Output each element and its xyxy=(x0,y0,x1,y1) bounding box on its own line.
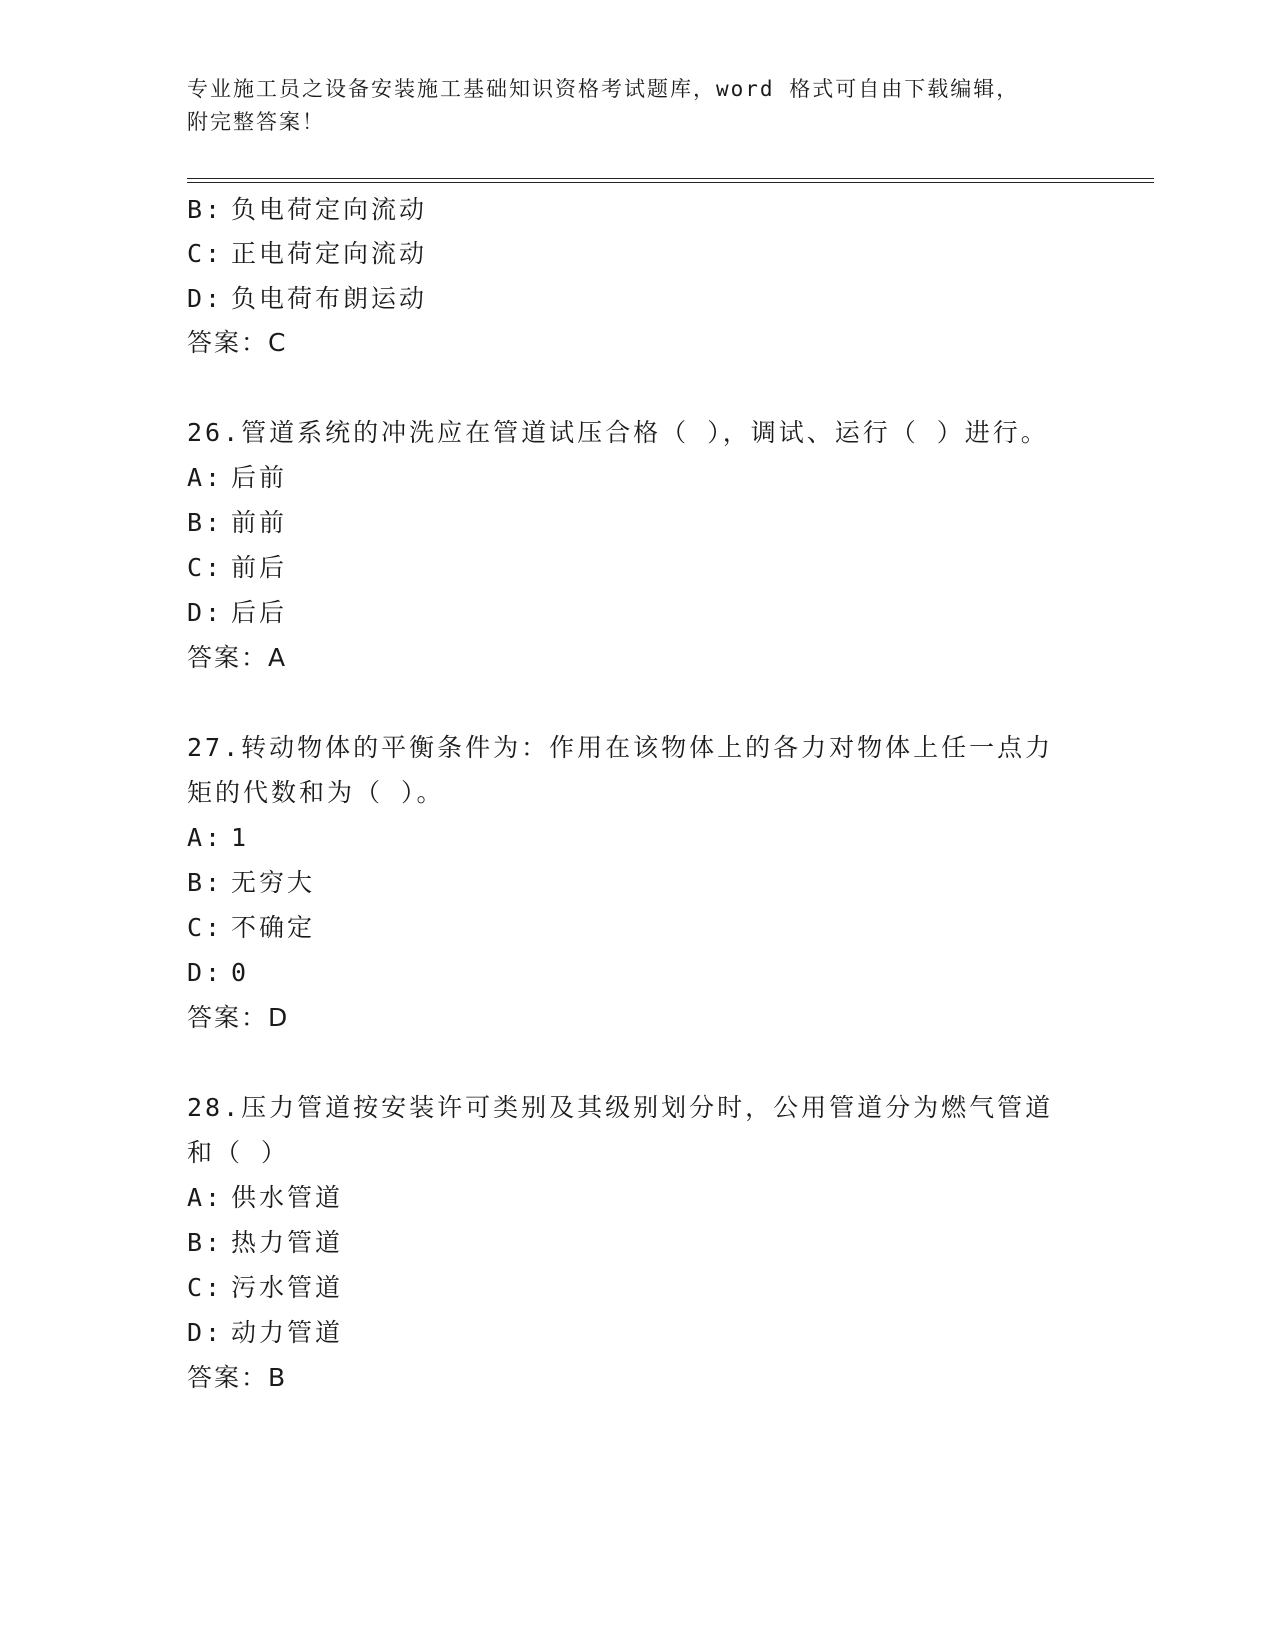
q26-option-b: B: 前前 xyxy=(187,508,288,537)
q26-stem: 26.管道系统的冲洗应在管道试压合格（ ），调试、运行（ ）进行。 xyxy=(187,418,1049,447)
header-divider xyxy=(187,178,1154,183)
prev-answer: 答案：C xyxy=(187,328,288,357)
q27-stem-line-1: 27.转动物体的平衡条件为：作用在该物体上的各力对物体上任一点力 xyxy=(187,733,1054,762)
q28-option-b: B: 热力管道 xyxy=(187,1228,344,1257)
document-header xyxy=(187,73,1087,139)
q28-answer: 答案：B xyxy=(187,1363,288,1392)
header-line-1: 专业施工员之设备安装施工基础知识资格考试题库，word 格式可自由下载编辑， xyxy=(187,77,1020,101)
q28-option-c: C: 污水管道 xyxy=(187,1273,344,1302)
prev-option-d: D: 负电荷布朗运动 xyxy=(187,284,428,313)
q28-stem-line-2: 和（ ） xyxy=(187,1138,290,1167)
q27-option-c: C: 不确定 xyxy=(187,913,316,942)
prev-option-c: C: 正电荷定向流动 xyxy=(187,239,428,268)
q28-option-a: A: 供水管道 xyxy=(187,1183,344,1212)
q26-option-c: C: 前后 xyxy=(187,553,288,582)
q28-stem-line-1: 28.压力管道按安装许可类别及其级别划分时，公用管道分为燃气管道 xyxy=(187,1093,1054,1122)
q26-option-d: D: 后后 xyxy=(187,598,288,627)
q27-option-a: A: 1 xyxy=(187,823,250,852)
prev-option-b: B: 负电荷定向流动 xyxy=(187,195,428,224)
q28-option-d: D: 动力管道 xyxy=(187,1318,344,1347)
header-line-2: 附完整答案！ xyxy=(187,110,325,134)
q27-option-d: D: 0 xyxy=(187,958,250,987)
q27-answer: 答案：D xyxy=(187,1003,290,1032)
q26-option-a: A: 后前 xyxy=(187,463,288,492)
q27-stem-line-2: 矩的代数和为（ ）。 xyxy=(187,778,445,807)
q26-answer: 答案：A xyxy=(187,643,288,672)
q27-option-b: B: 无穷大 xyxy=(187,868,316,897)
